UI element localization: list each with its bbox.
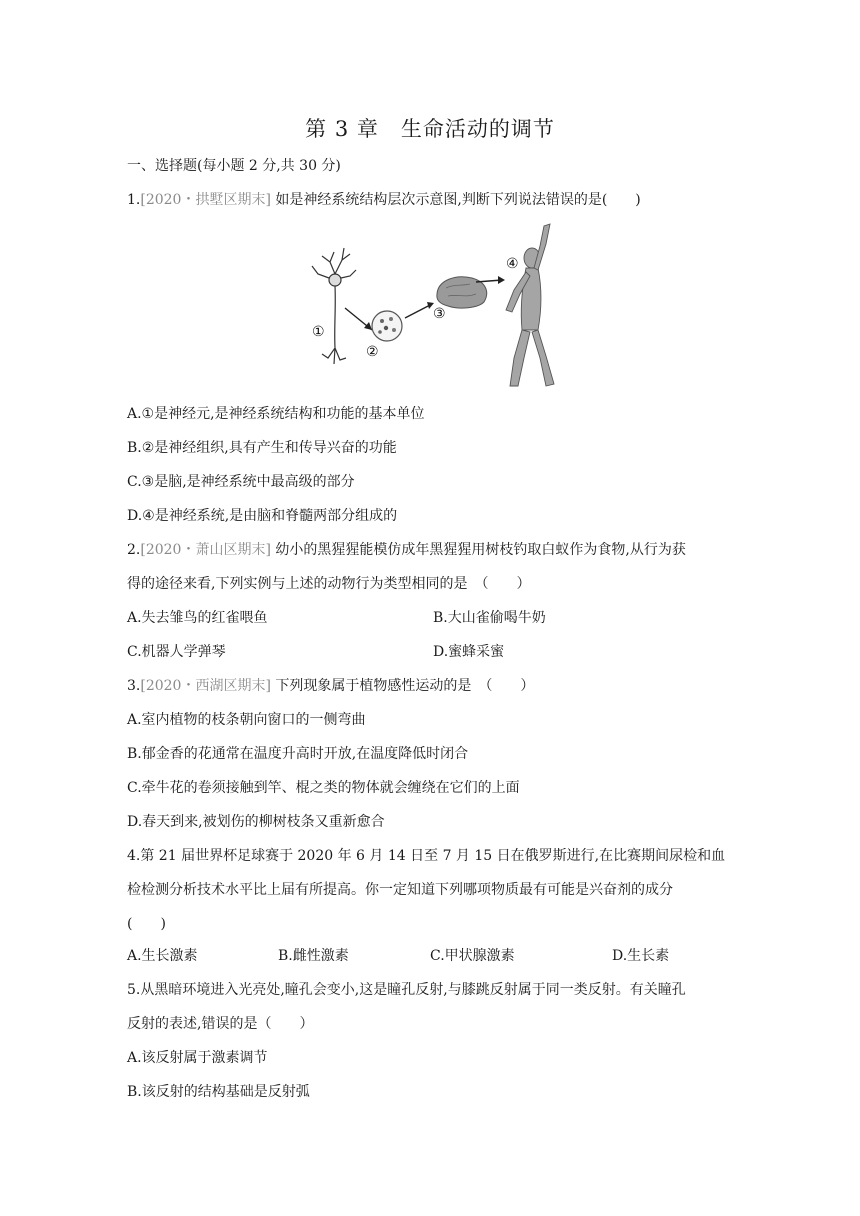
figure-label-3: ③ — [433, 306, 446, 322]
question-4-stem-cont: 检检测分析技术水平比上届有所提高。你一定知道下列哪项物质最有可能是兴奋剂的成分 — [127, 882, 673, 898]
option-d: D.蜜蜂采蜜 — [433, 644, 505, 660]
option-c: C.牵牛花的卷须接触到竿、棍之类的物体就会缠绕在它们的上面 — [127, 780, 520, 796]
neuron-drawing — [312, 248, 356, 364]
source-tag: [2020・萧山区期末] — [140, 542, 271, 558]
nerve-tissue-drawing — [372, 311, 402, 341]
question-5-stem-cont: 反射的表述,错误的是（ ） — [127, 1016, 314, 1032]
question-2-stem-cont: 得的途径来看,下列实例与上述的动物行为类型相同的是 （ ） — [127, 576, 531, 592]
option-c: C.机器人学弹琴 — [127, 644, 226, 660]
option-c: C.甲状腺激素 — [430, 948, 515, 964]
option-b: B.②是神经组织,具有产生和传导兴奋的功能 — [127, 440, 397, 456]
arrow-head-icon — [498, 276, 505, 284]
option-a: A.①是神经元,是神经系统结构和功能的基本单位 — [127, 406, 425, 422]
question-text: 如是神经系统结构层次示意图,判断下列说法错误的是( ) — [270, 192, 641, 208]
figure-label-4: ④ — [506, 256, 519, 272]
nervous-system-diagram — [300, 218, 560, 394]
option-a: A.失去雏鸟的红雀喂鱼 — [127, 610, 268, 626]
option-c: C.③是脑,是神经系统中最高级的部分 — [127, 474, 355, 490]
question-text: 下列现象属于植物感性运动的是 （ ） — [270, 678, 535, 694]
question-5-stem: 5.从黑暗环境进入光亮处,瞳孔会变小,这是瞳孔反射,与膝跳反射属于同一类反射。有关瞳孔 — [127, 982, 686, 998]
question-number: 3. — [127, 678, 141, 694]
section-heading: 一、选择题(每小题 2 分,共 30 分) — [127, 158, 341, 174]
option-b: B.该反射的结构基础是反射弧 — [127, 1084, 310, 1100]
option-b: B.雌性激素 — [278, 948, 349, 964]
option-a: A.生长激素 — [127, 948, 198, 964]
question-4-stem: 4.第 21 届世界杯足球赛于 2020 年 6 月 14 日至 7 月 15 日在俄罗斯进行,在比赛期间尿检和血 — [127, 848, 726, 864]
option-a: A.该反射属于激素调节 — [127, 1050, 268, 1066]
question-4-stem-cont: ( ) — [127, 916, 166, 932]
source-tag: [2020・拱墅区期末] — [140, 192, 271, 208]
question-3-stem — [127, 676, 534, 696]
option-d: D.生长素 — [612, 948, 670, 964]
page-title: 第 3 章 生命活动的调节 — [305, 117, 555, 141]
option-b: B.郁金香的花通常在温度升高时开放,在温度降低时闭合 — [127, 746, 469, 762]
figure-label-1: ① — [312, 324, 325, 340]
human-nervous-system-drawing — [506, 224, 554, 386]
arrow-head-icon — [364, 322, 372, 330]
question-1-stem — [127, 190, 641, 210]
question-number: 2. — [127, 542, 141, 558]
source-tag: [2020・西湖区期末] — [140, 678, 271, 694]
option-a: A.室内植物的枝条朝向窗口的一侧弯曲 — [127, 712, 366, 728]
question-number: 1. — [127, 192, 141, 208]
option-b: B.大山雀偷喝牛奶 — [433, 610, 546, 626]
question-2-stem — [127, 540, 686, 560]
arrow-icon — [405, 304, 432, 318]
question-text: 幼小的黑猩猩能模仿成年黑猩猩用树枝钓取白蚁作为食物,从行为获 — [270, 542, 686, 558]
option-d: D.春天到来,被划伤的柳树枝条又重新愈合 — [127, 814, 385, 830]
figure-label-2: ② — [366, 344, 379, 360]
option-d: D.④是神经系统,是由脑和脊髓两部分组成的 — [127, 508, 398, 524]
